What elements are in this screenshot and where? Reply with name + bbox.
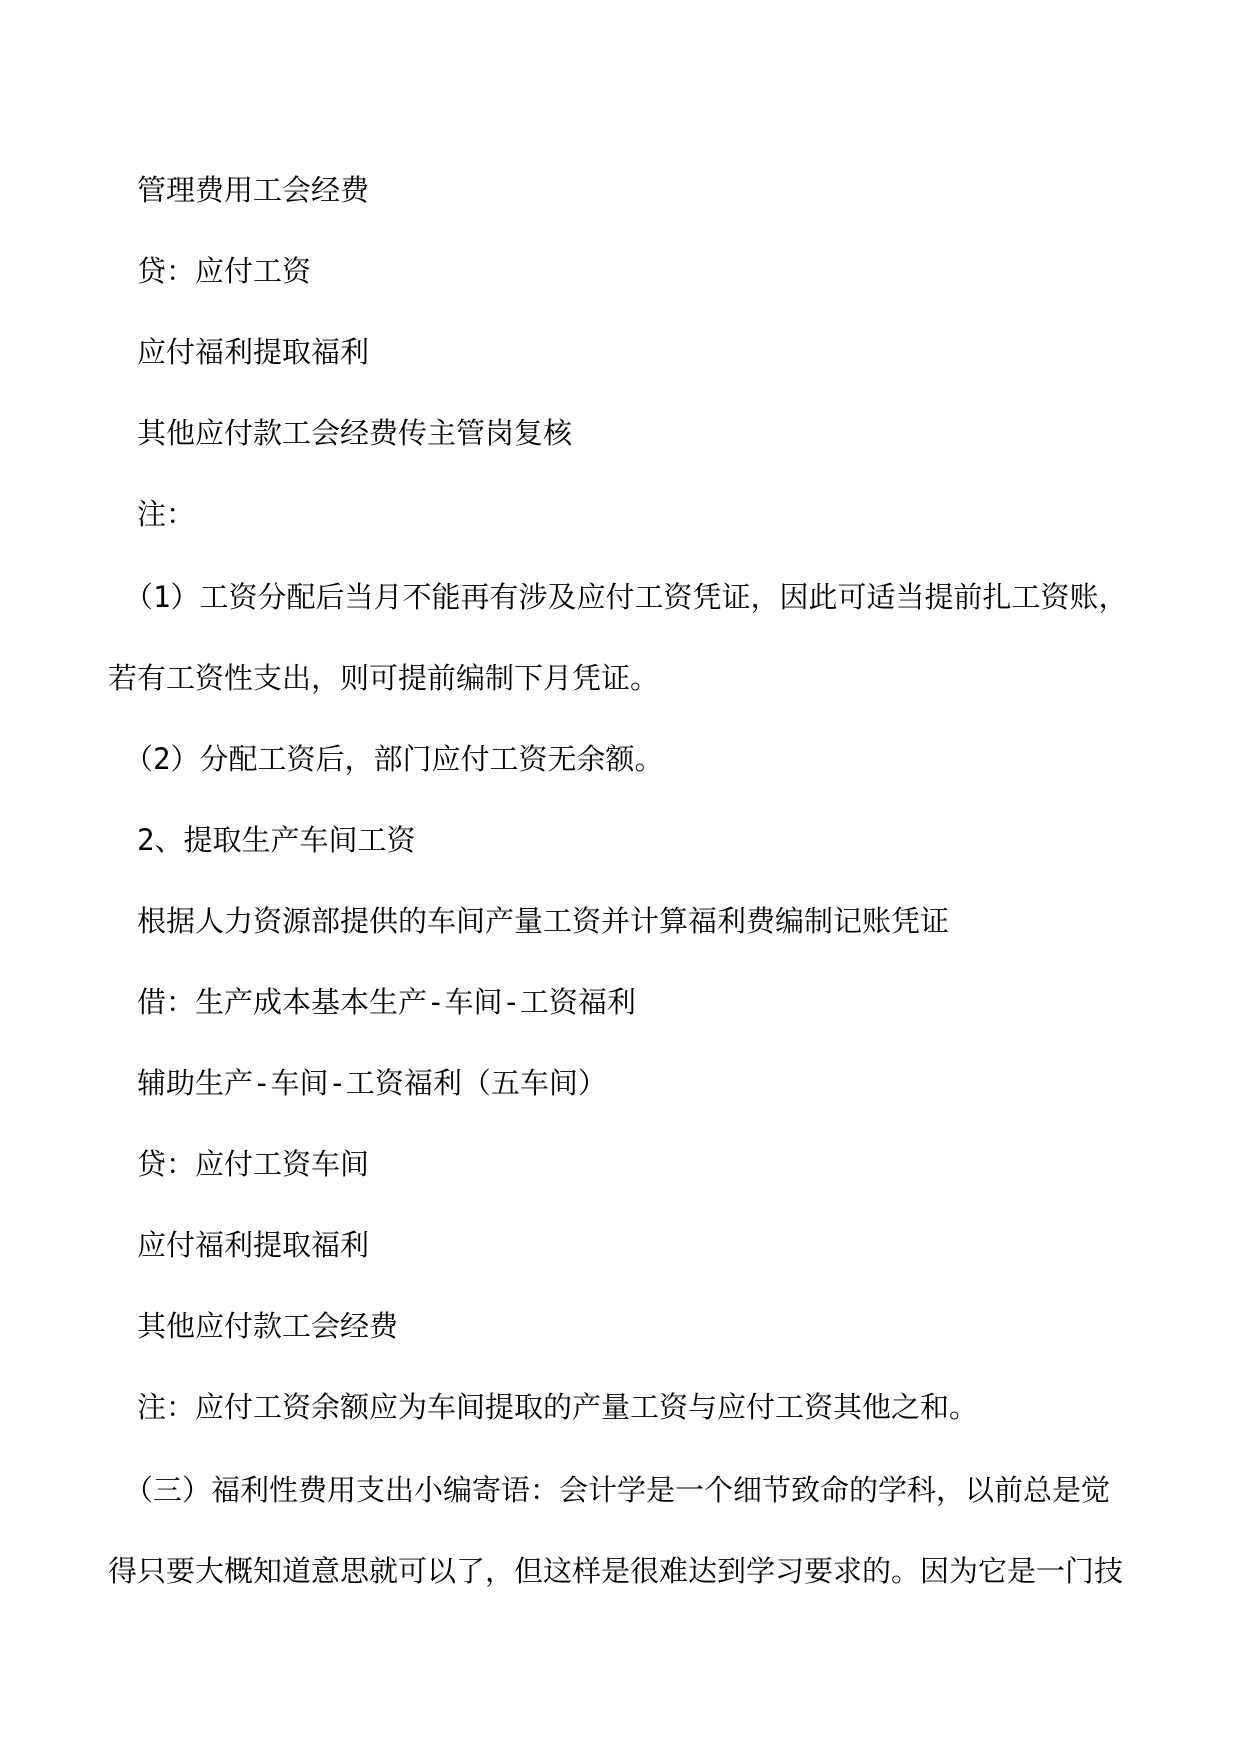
text-line-14: 应付福利提取福利 xyxy=(137,1228,370,1262)
text-line-1: 管理费用工会经费 xyxy=(137,173,370,207)
text-line-9: 2、提取生产车间工资 xyxy=(137,823,416,857)
text-line-5: 注： xyxy=(137,497,196,531)
text-line-12: 辅助生产-车间-工资福利（五车间） xyxy=(137,1066,607,1100)
text-line-3: 应付福利提取福利 xyxy=(137,335,370,369)
text-line-11: 借：生产成本基本生产-车间-工资福利 xyxy=(137,985,636,1019)
text-line-17: （三）福利性费用支出小编寄语：会计学是一个细节致命的学科，以前总是觉 xyxy=(124,1473,1111,1507)
text-line-10: 根据人力资源部提供的车间产量工资并计算福利费编制记账凭证 xyxy=(137,904,950,938)
text-line-6: （1）工资分配后当月不能再有涉及应付工资凭证，因此可适当提前扎工资账， xyxy=(124,580,1128,614)
text-line-2: 贷：应付工资 xyxy=(137,254,312,288)
text-line-4: 其他应付款工会经费传主管岗复核 xyxy=(137,416,573,450)
text-line-18: 得只要大概知道意思就可以了，但这样是很难达到学习要求的。因为它是一门技 xyxy=(108,1554,1124,1588)
text-line-8: （2）分配工资后，部门应付工资无余额。 xyxy=(124,742,664,776)
text-line-13: 贷：应付工资车间 xyxy=(137,1147,370,1181)
text-line-7: 若有工资性支出，则可提前编制下月凭证。 xyxy=(108,661,660,695)
text-line-16: 注：应付工资余额应为车间提取的产量工资与应付工资其他之和。 xyxy=(137,1390,979,1424)
text-line-15: 其他应付款工会经费 xyxy=(137,1309,399,1343)
